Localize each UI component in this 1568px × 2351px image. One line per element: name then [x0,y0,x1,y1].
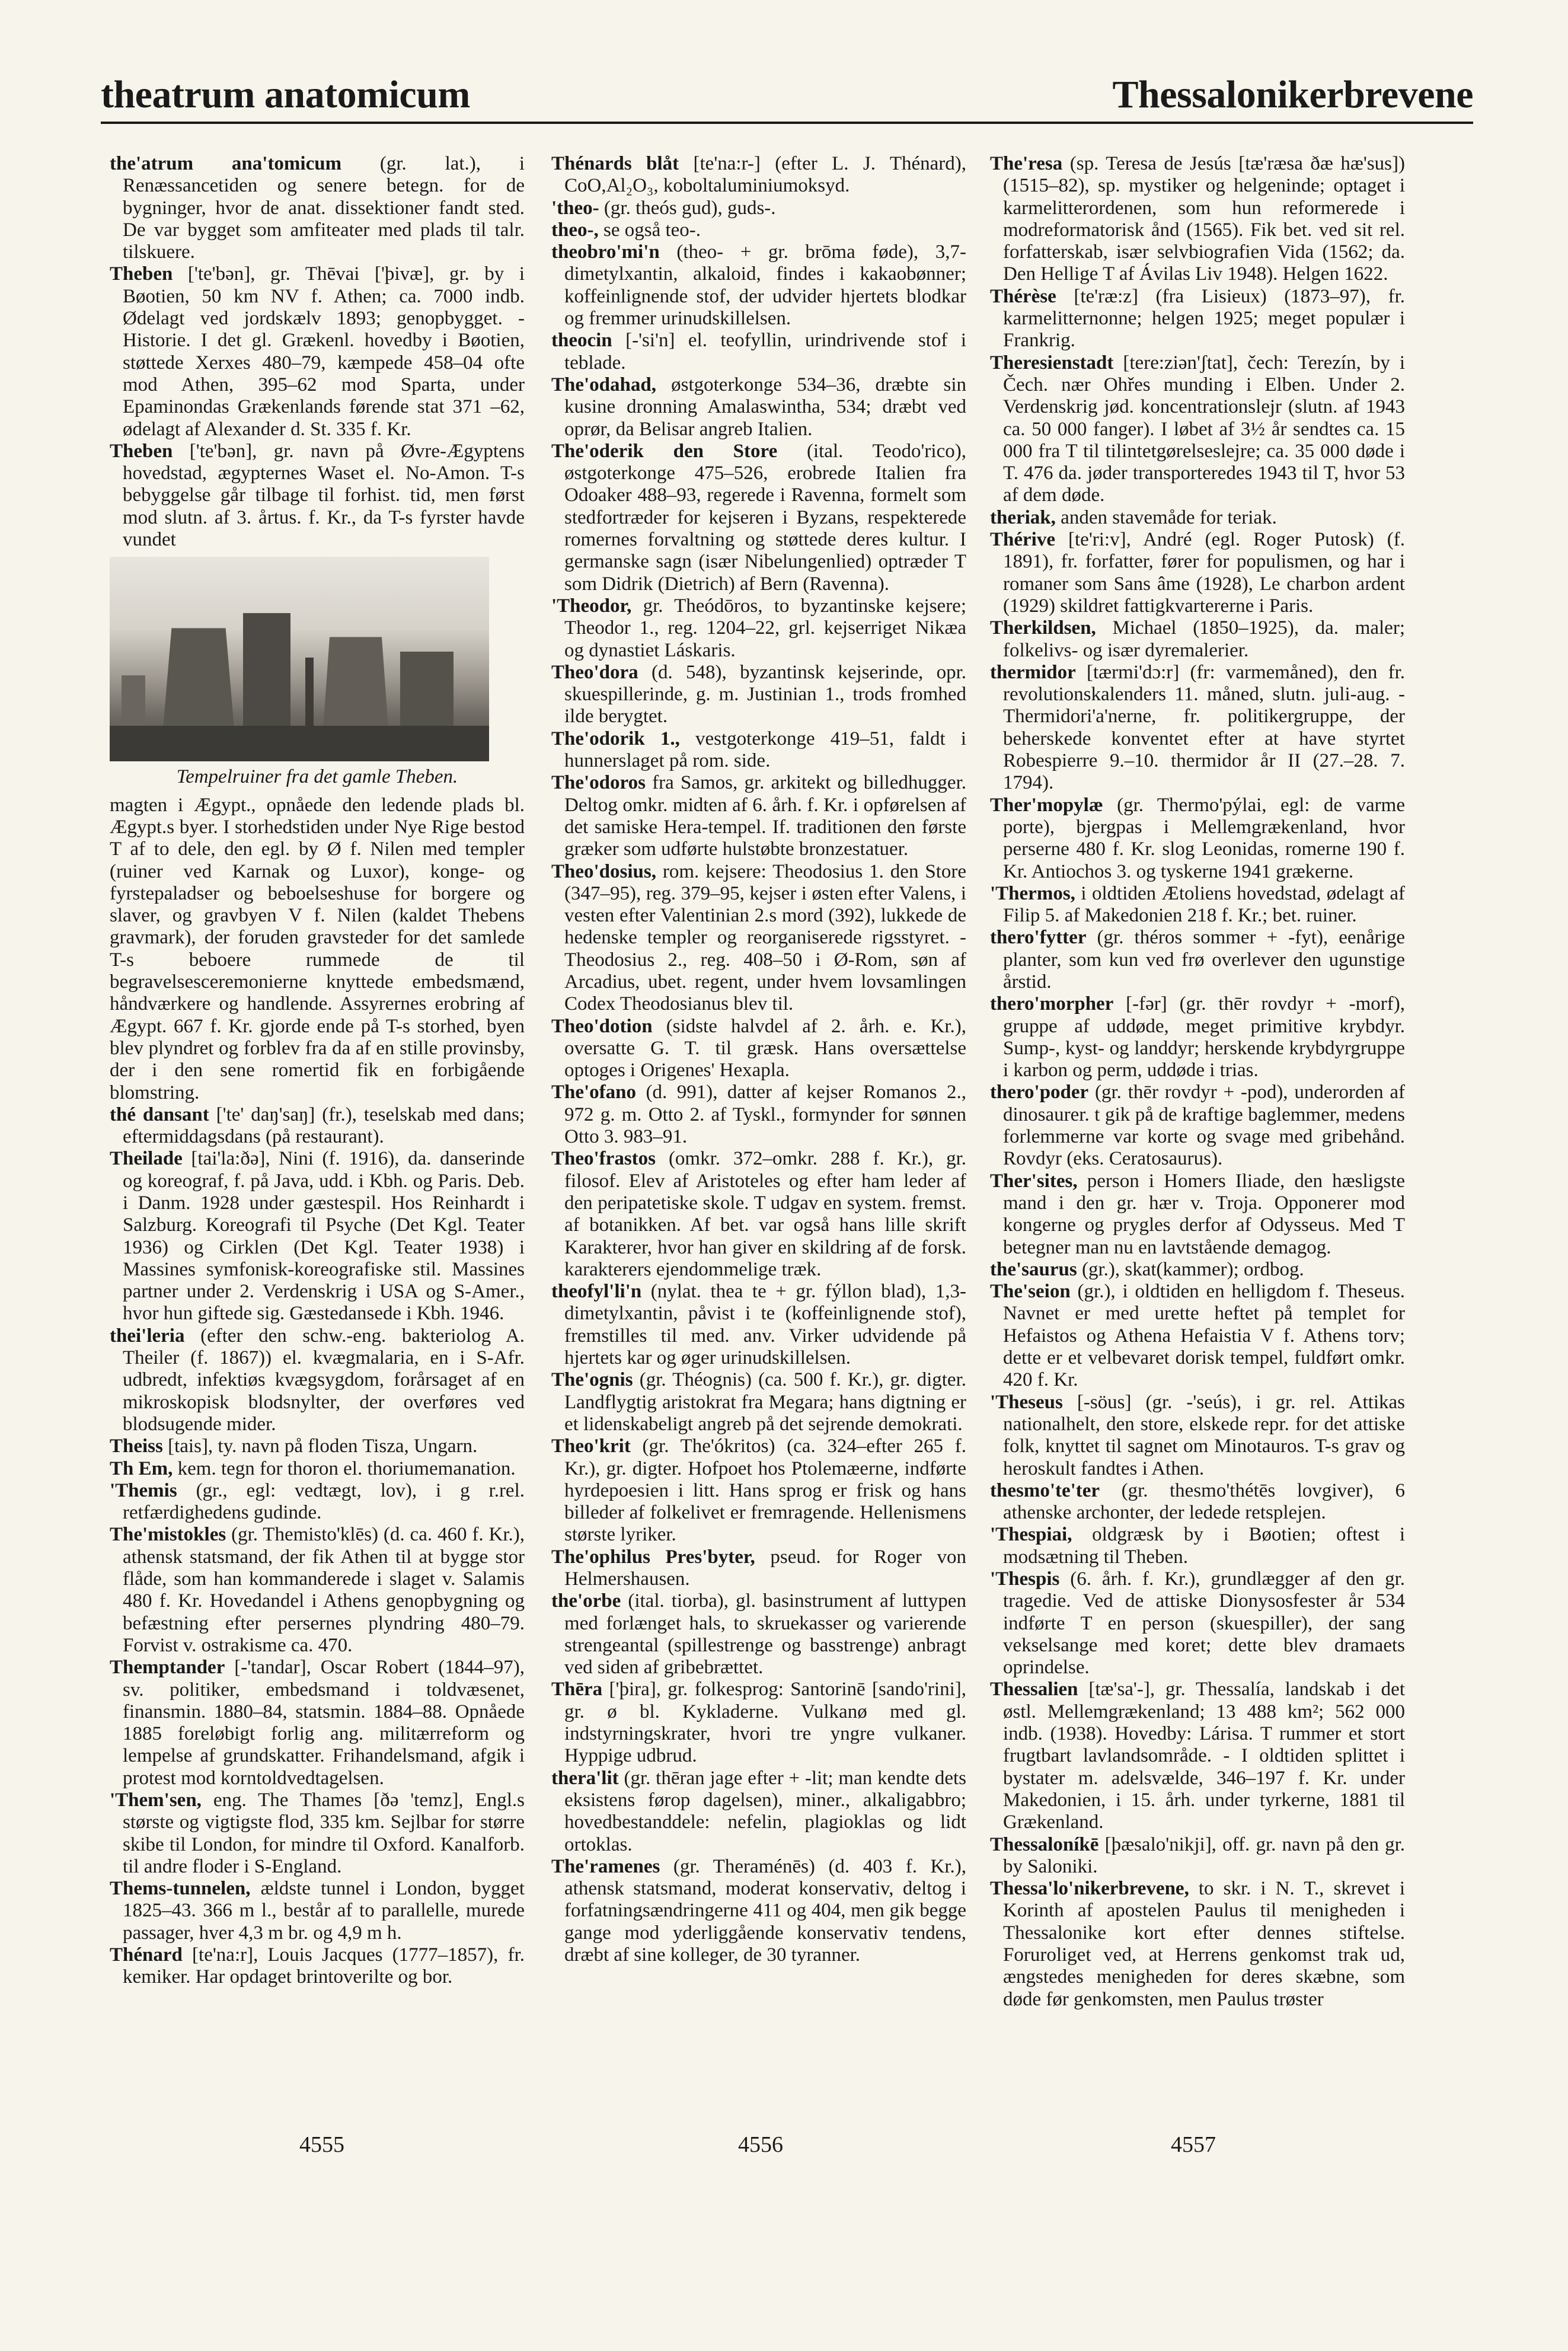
dictionary-entry [110,1524,525,1657]
entry-text: (nylat. thea te + gr. fýllon blad), 1,3-dimetylxantin, påvist i te (koffeinlignende stof), fremstilles til med. anv. Virker udvidende på hjertets kar og øger urinudskillelsen. [564,1281,966,1369]
entry-headword: The'ognis [551,1369,633,1391]
entry-text: pseud. for Roger von Helmershausen. [564,1546,966,1590]
dictionary-entry [990,286,1405,352]
dictionary-entry [551,330,966,374]
entry-headword: theofyl'li'n [551,1281,642,1303]
entry-text: ['te'bən], gr. navn på Øvre-Ægyptens hovedstad, ægypternes Waset el. No-Amon. T-s bebyggelse går tilbage til forhist. tid, men først mod slutn. af 3. årtus. f. Kr., da T-s fyrster havde vundet [123,440,525,551]
dictionary-entry [110,1878,525,1944]
entry-headword: 'Theseus [990,1391,1063,1413]
dictionary-entry [551,1281,966,1369]
entry-headword: Thérive [990,529,1055,551]
entry-text: (omkr. 372–omkr. 288 f. Kr.), gr. filosof. Elev af Aristoteles og efter ham leder af den peripatetiske skole. T udgav en system. fremst. af botanikken. Af bet. var også hans lille skrift Karakterer, hvor han giver en skildring af de forsk. karakterers ejendommelige træk. [564,1148,966,1280]
entry-headword: Theilade [110,1148,183,1170]
entry-text: (gr. Themisto'klēs) (d. ca. 460 f. Kr.), athensk statsmand, der fik Athen til at bygge stor flåde, som han kommanderede i slaget v. Salamis 480 f. Kr. Hovedandel i Athens genopbygning og befæstning efter persernes plyndring 480–79. Forvist v. ostrakisme ca. 470. [123,1524,525,1656]
entry-headword: thé dansant [110,1103,209,1125]
entry-text: (gr. Théognis) (ca. 500 f. Kr.), gr. digter. Landflygtig aristokrat fra Megara; hans digtning er et lidenskabeligt angreb på det sejrende demokrati. [564,1369,966,1435]
entry-text: (gr. théros sommer + -fyt), eenårige planter, som kun ved frø overlever den ugunstige årstid. [1003,927,1405,993]
entry-text: kem. tegn for thoron el. thoriumemanation. [173,1457,516,1479]
page-number-left: 4555 [299,2132,344,2157]
entry-headword: Th Em, [110,1457,173,1479]
dictionary-entry [990,883,1405,927]
entry-text: [-fər] (gr. thēr rovdyr + -morf), gruppe af uddøde, meget primitive krybdyr. Sump-, kyst- og landdyr; herskende krybdyrgruppe i karbon og perm, uddøde i trias. [1003,993,1405,1082]
entry-headword: thero'fytter [990,927,1087,949]
entry-text: (sidste halvdel af 2. årh. e. Kr.), oversatte G. T. til græsk. Hans oversættelse optoges i Origenes' Hexapla. [564,1015,966,1082]
entry-text: eng. The Thames [ðə 'temz], Engl.s største og vigtigste flod, 335 km. Sejlbar for større skibe til London, for mindre til Oxford. Kanalforb. til andre floder i S-England. [123,1789,525,1877]
entry-headword: Theo'dosius, [551,860,656,882]
entry-text: [-'si'n] el. teofyllin, urindrivende stof i teblade. [564,330,966,374]
dictionary-entry [551,595,966,662]
entry-text: se også teo-. [598,219,701,241]
dictionary-entry [990,1281,1405,1391]
entry-text: (gr. thēr rovdyr + -pod), underorden af dinosaurer. t gik på de kraftige baglemmer, medens forlemmerne var korte og svage med gribehånd. Rovdyr (eks. Ceratosaurus). [1003,1082,1405,1170]
entry-headword: Theo'krit [551,1436,631,1457]
dictionary-entry [110,1944,525,1989]
entry-text: (d. 991), datter af kejser Romanos 2., 972 g. m. Otto 2. af Tyskl., formynder for sønnen Otto 3. 983–91. [564,1082,966,1148]
entry-text: (gr. Theraménēs) (d. 403 f. Kr.), athensk statsmand, moderat konservativ, deltog i forfatningsændringerne 411 og 404, men gik begge gange mod yderliggående konservativ tendens, dræbt af sine kolleger, de 30 tyranner. [564,1855,966,1966]
dictionary-entry [551,1148,966,1281]
entry-text: i oldtiden Ætoliens hovedstad, ødelagt af Filip 5. af Makedonien 218 f. Kr.; bet. ruiner. [1003,882,1405,927]
dictionary-entry [551,197,966,219]
column-2-entries [551,153,966,1966]
dictionary-entry [990,153,1405,286]
entry-text: (gr., egl: vedtægt, lov), i g r.rel. retfærdighedens gudinde. [123,1479,525,1524]
entry-text: person i Homers Iliade, den hæsligste mand i den gr. hær v. Troja. Opponerer mod kongerne og prygles derfor af Odysseus. Med T betegner man nu en lavtstående demagog. [1003,1170,1405,1258]
dictionary-entry [551,241,966,330]
entry-text: (gr.), skat(kammer); ordbog. [1077,1258,1304,1280]
entry-text: [te'na:r], Louis Jacques (1777–1857), fr. kemiker. Har opdaget brintoverilte og bor. [123,1944,525,1988]
entry-text: gr. Theódōros, to byzantinske kejsere; Theodor 1., reg. 1204–22, grl. kejserriget Nikæa og dynastiet Láskaris. [564,595,966,661]
pylon-shape [243,613,290,729]
dictionary-entry [110,1325,525,1436]
entry-text: to skr. i N. T., skrevet i Korinth af apostelen Paulus til menigheden i Thessalonike kort efter dennes stiftelse. Foruroliget ved, at Herrens genkomst trak ud, ængstedes menigheden for deres skæbne, som døde før genkomsten, men Paulus trøster [1003,1878,1405,2010]
entry-text: oldgræsk by i Bøotien; oftest i modsætning til Theben. [1003,1524,1405,1568]
entry-headword: 'Theodor, [551,595,632,617]
entry-text: [-söus] (gr. -'seús), i gr. rel. Attikas nationalhelt, den store, elskede repr. for det attiske folk, knyttet til sagnet om Minotauros. T-s grav og heroskult fandtes i Athen. [1003,1391,1405,1479]
dictionary-entry [551,1369,966,1436]
entry-text: (gr. thēran jage efter + -lit; man kendte dets eksistens førop dagelsen), miner., alkaligabbro; hovedbestanddele: nefelin, plagioklas og lidt ortoklas. [564,1767,966,1855]
entry-text: [tærmi'dɔ:r] (fr: varmemåned), den fr. revolutionskalenders 11. måned, slutn. juli-aug. - Thermidori'a'nerne, fr. politikergruppe, der beherskede konventet efter at have styrtet Robespierre 9.–10. thermidor år II (27.–28. 7. 1794). [1003,661,1405,794]
entry-text: (gr. The'ókritos) (ca. 324–efter 265 f. Kr.), gr. digter. Hofpoet hos Ptolemæerne, indførte hyrdepoesien i litt. Hans sprog er frisk og hans billeder af folkelivet er fremragende. Hellenismens største lyriker. [564,1436,966,1546]
dictionary-entry [110,441,525,551]
entry-headword: Theo'dotion [551,1015,653,1037]
dictionary-entry [551,1590,966,1679]
entry-headword: Thessaloníkē [990,1833,1099,1855]
entry-text: magten i Ægypt., opnåede den ledende plads bl. Ægypt.s byer. I storhedstiden under Nye Rige bestod T af to dele, den egl. by Ø f. Nilen med templer (ruiner ved Karnak og Luxor), konge- og fyrstepaladser og beboelseshuse for borgere og slaver, og gravbyen V f. Nilen (kaldet Thebens gravmark), der foruden gravsteder for det samlede T-s beboere rummede de til begravelsesceremonierne knyttede embedsmænd, håndværkere og handlende. Assyrernes erobring af Ægypt. 667 f. Kr. gjorde ende på T-s storhed, byen blev plyndret og forblev fra da af en stille provinsby, der i den sene romertid fik en forbigående blomstring. [110,794,525,1103]
entry-headword: Thessalien [990,1679,1078,1701]
entry-headword: Thénard [110,1944,183,1966]
entry-text: (6. årh. f. Kr.), grundlægger af den gr. tragedie. Ved de attiske Dionysosfester år 534 indførte T en person (skuespiller), der sang vekselsange med koret; dette blev dramaets oprindelse. [1003,1568,1405,1679]
entry-headword: The'mistokles [110,1524,226,1546]
entry-headword: 'Thermos, [990,882,1075,904]
entry-text: østgoterkonge 534–36, dræbte sin kusine dronning Amalaswintha, 534; dræbt ved oprør, da Belisar angreb Italien. [564,374,966,440]
entry-headword: Theben [110,263,173,285]
entry-headword: Thēra [551,1679,603,1701]
entry-headword: thermidor [990,661,1076,683]
dictionary-entry [990,1170,1405,1259]
entry-headword: thesmo'te'ter [990,1479,1100,1501]
dictionary-entry [990,1392,1405,1480]
dictionary-entry [110,1657,525,1789]
dictionary-entry [551,1082,966,1148]
entry-headword: 'Themis [110,1479,177,1501]
theben-temple-ruins-photo [110,557,489,761]
entry-text: [te'ræ:z] (fra Lisieux) (1873–97), fr. karmelitternonne; helgen 1925; meget populær i Frankrig. [1003,285,1405,352]
entry-text: (gr.), i oldtiden en helligdom f. Theseus. Navnet er med urette heftet på templet for Hefaistos og Athena Hefaistia V f. Athens torv; dette er et velbevaret dorisk tempel, fuldført omkr. 420 f. Kr. [1003,1281,1405,1391]
dictionary-entry [551,1768,966,1856]
header-last-entry: Thessalonikerbrevene [1112,73,1473,116]
entry-text: ['te' daŋ'saŋ] (fr.), teselskab med dans; eftermiddagsdans (på restaurant). [123,1103,525,1148]
entry-headword: theobro'mi'n [551,241,660,263]
figure-caption: Tempelruiner fra det gamle Theben. [176,766,458,788]
dictionary-entry [110,1458,525,1480]
dictionary-entry [990,1259,1405,1281]
entry-headword: The'odoros [551,772,646,794]
entry-text: [tæ'sa'-], gr. Thessalía, landskab i det østl. Mellemgrækenland; 13 488 km²; 562 000 indb. (1938). Hovedby: Lárisa. T rummer et stort frugtbart lavlandsområde. - I oldtiden splittet i bystater m. adelsvælde, 346–197 f. Kr. under Makedonien, i 15. årh. under tyrkerne, 1881 til Grækenland. [1003,1679,1405,1833]
entry-text: rom. kejsere: Theodosius 1. den Store (347–95), reg. 379–95, kejser i østen efter Valens, i vesten efter Valentinian 2.s mord (392), lukkede de hedenske templer og reorganiserede rigsstyret. - Theodosius 2., reg. 408–50 i Ø-Rom, søn af Arcadius, ubet. regent, under hvem lovsamlingen Codex Theodosianus blev til. [564,860,966,1015]
entry-headword: The'ofano [551,1082,637,1103]
column-1-entries-top [110,153,525,551]
column-1-entries-bottom [110,795,525,1989]
entry-headword: Theo'frastos [551,1148,656,1170]
entry-headword: the'orbe [551,1590,621,1612]
entry-text: Michael (1850–1925), da. maler; folkelivs- og især dyremalerier. [1003,617,1405,661]
entry-headword: thero'morpher [990,993,1114,1015]
entry-headword: theocin [551,330,612,352]
entry-headword: The'odorik 1., [551,728,680,749]
entry-text: anden stavemåde for teriak. [1055,506,1277,528]
entry-headword: 'theo- [551,197,599,219]
entry-headword: The'ramenes [551,1855,660,1877]
entry-headword: Therkildsen, [990,617,1096,639]
entry-headword: Thessa'lo'nikerbrevene, [990,1878,1189,1900]
entry-text: (theo- + gr. brōma føde), 3,7-dimetylxantin, alkaloid, findes i kakaobønner; koffeinlignende stof, der udvider hjertets blodkar og fremmer urinudskillelsen. [564,241,966,330]
entry-headword: Thems-tunnelen, [110,1878,251,1900]
entry-text: [þæsalo'nikji], off. gr. navn på den gr. by Saloniki. [1003,1833,1405,1877]
dictionary-entry [551,772,966,860]
column-3-entries [990,153,1405,2011]
entry-text: (gr. Thermo'pýlai, egl: de varme porte), bjergpas i Mellemgrækenland, hvor perserne 480 f. Kr. slog Leonidas, romerne 190 f. Kr. Antiochos 3. og tyskerne 1941 grækerne. [1003,794,1405,882]
header-first-entry: theatrum anatomicum [101,73,470,116]
dictionary-entry [110,1104,525,1149]
entry-text: (gr. theós gud), guds-. [599,197,776,219]
dictionary-entry [990,993,1405,1082]
dictionary-entry [551,374,966,441]
entry-headword: 'Them'sen, [110,1789,202,1811]
entry-headword: thero'poder [990,1082,1089,1103]
entry-headword: Theo'dora [551,661,638,683]
dictionary-entry [110,1436,525,1457]
dictionary-entry [551,1679,966,1767]
entry-headword: Thérèse [990,285,1056,307]
entry-headword: Ther'mopylæ [990,794,1103,816]
page-number-middle: 4556 [738,2132,783,2157]
dictionary-entry [551,662,966,728]
dictionary-entry [110,1480,525,1524]
entry-text: (ital. Teodo'rico), østgoterkonge 475–526, erobrede Italien fra Odoaker 488–93, regerede i Ravenna, formelt som stedfortræder for kejseren i Byzans, respekterede romernes forvaltning og støttede deres kultur. I germanske sagn (især Nibelungenlied) optræder T som Didrik (Dietrich) af Bern (Ravenna). [564,440,966,595]
entry-headword: Theiss [110,1436,163,1457]
dictionary-entry [551,1856,966,1966]
entry-text: (efter den schw.-eng. bakteriolog A. Theiler (f. 1867)) el. kvægmalaria, en i S-Afr. udbredt, infektiøs kvægsygdom, forårsaget af en mikroskopisk blodsnylter, der overføres ved blodsugende mider. [123,1325,525,1435]
dictionary-entry [110,1789,525,1878]
entry-text: [te'na:r-] (efter L. J. Thénard), CoO,Al₂O₃, koboltaluminiumoksyd. [564,153,966,197]
entry-text: (gr. lat.), i Renæssancetiden og senere betegn. for de bygninger, hvor de anat. dissektioner fandt sted. De var bygget som amfiteater med plads til talr. tilskuere. [123,153,525,263]
dictionary-entry [990,1679,1405,1833]
dictionary-entry [110,1148,525,1325]
entry-headword: theo-, [551,219,599,241]
dictionary-entry [990,529,1405,617]
dictionary-entry [990,1480,1405,1524]
dictionary-entry [551,861,966,1016]
entry-text: ældste tunnel i London, bygget 1825–43. 366 m l., består af to parallelle, murede passager, hver 4,3 m br. og 4,9 m h. [123,1878,525,1944]
column-shape [122,675,145,729]
entry-text: [-'tandar], Oscar Robert (1844–97), sv. politiker, embedsmand i toldvæsenet, finansmin. 1880–84, statsmin. 1884–88. Opnåede 1885 foreløbigt forlig ang. militærreform og lempelse af grundskatter. Frihandelsmand, afgik i protest mod korntoldvedtagelsen. [123,1657,525,1789]
column-3 [990,153,1405,2116]
dictionary-entry [990,1524,1405,1568]
entry-headword: The'seion [990,1281,1071,1303]
entry-headword: The'ophilus Pres'byter, [551,1546,755,1568]
page-number-right: 4557 [1171,2132,1216,2157]
column-shape [305,658,314,729]
entry-headword: Theresienstadt [990,352,1114,374]
entry-headword: theriak, [990,506,1056,528]
dictionary-entry [551,219,966,241]
entry-headword: the'saurus [990,1258,1077,1280]
entry-headword: The'odahad, [551,374,656,395]
pylon-shape [323,637,388,729]
entry-text: [tai'la:ðə], Nini (f. 1916), da. danserinde og koreograf, f. på Java, udd. i Kbh. og Paris. Deb. i Danm. 1928 under gæstespil. Hos Reinhardt i Salzburg. Koreografi til Psyche (Det Kgl. Teater 1936) og Cirklen (Det Kgl. Teater 1938) i Massines symfonisk-koreografiske stil. Massines partner under 2. Verdenskrig i USA og S-Amer., hvor hun giftede sig. Gæstedansede i Kbh. 1946. [123,1148,525,1325]
dictionary-entry [551,728,966,773]
entry-text: (ital. tiorba), gl. basinstrument af luttypen med forlænget hals, to skruekasser og varierende strengeantal (spillestrenge og basstrenge) anbragt ved siden af gribebrættet. [564,1590,966,1679]
dictionary-entry [990,795,1405,883]
entry-headword: Thénards blåt [551,153,679,174]
entry-text: ['te'bən], gr. Thēvai ['þivæ], gr. by i Bøotien, 50 km NV f. Athen; ca. 7000 indb. Ødelagt ved jordskælv 1893; genopbygget. - Historie. I det gl. Grækenl. hovedby i Bøotien, støttede Xerxes 480–79, kæmpede 458–04 ofte mod Athen, 395–62 mod Sparta, under Epaminondas Grækenlands førende stat 371 –62, ødelagt af Alexander d. St. 335 f. Kr. [123,263,525,440]
entry-headword: Ther'sites, [990,1170,1078,1192]
dictionary-entry [551,441,966,595]
entry-text: [tere:ziən'ʃtat], čech: Terezín, by i Čech. nær Ohřes munding i Elben. Under 2. Verdenskrig jød. koncentrationslejr (slutn. af 1943 ca. 50 000 fanger). I løbet af 3½ år sendtes ca. 15 000 fra T til tilintetgørelseslejre; ca. 35 000 døde i T. 476 da. jøder transporteredes 1943 til T, hvor 53 af dem døde. [1003,352,1405,506]
dictionary-entry [990,1568,1405,1679]
entry-text: (gr. thesmo'thétēs lovgiver), 6 athenske archonter, der ledede retsplejen. [1003,1479,1405,1524]
pylon-shape [163,628,234,729]
dictionary-entry [990,1878,1405,2011]
running-header [101,56,1473,124]
entry-text: [tais], ty. navn på floden Tisza, Ungarn. [162,1436,478,1457]
ground-shape [110,726,489,761]
entry-text: (sp. Teresa de Jesús [tæ'ræsa ðæ hæ'sus]) (1515–82), sp. mystiker og helgeninde; optaget i karmelitterordenen, som hun reformerede i modreformatorisk ånd (1565). Fik bet. ved sit rel. forfatterskab, især selvbiografien Vida (1562; da. Den Hellige T af Ávilas Liv 1948). Helgen 1622. [1003,153,1405,285]
entry-text: (d. 548), byzantinsk kejserinde, opr. skuespillerinde, g. m. Justinian 1., trods fromhed ilde berygtet. [564,661,966,728]
entry-headword: thera'lit [551,1767,619,1789]
entry-text: vestgoterkonge 419–51, faldt i hunnerslaget på rom. side. [564,728,966,772]
column-2 [551,153,966,2116]
entry-headword: 'Thespis [990,1568,1060,1590]
dictionary-entry [110,153,525,263]
column-1 [110,153,525,2116]
dictionary-entry [551,153,966,197]
entry-text: [te'ri:v], André (egl. Roger Putosk) (f. 1891), fr. forfatter, fører for populismen, og har i romaner som Sans âme (1928), Le charbon ardent (1929) skildret fattigkvartererne i Paris. [1003,529,1405,617]
dictionary-entry [990,617,1405,662]
dictionary-entry [990,507,1405,529]
dictionary-entry [990,1834,1405,1878]
dictionary-entry [110,795,525,1104]
dictionary-entry [110,263,525,440]
dictionary-entry [990,662,1405,795]
dictionary-entry [551,1436,966,1546]
dictionary-entry [551,1546,966,1591]
entry-headword: The'oderik den Store [551,440,778,462]
dictionary-entry [990,352,1405,507]
entry-headword: thei'leria [110,1325,185,1347]
entry-headword: The'resa [990,153,1063,174]
entry-headword: Theben [110,440,173,462]
entry-headword: Themptander [110,1657,225,1679]
entry-headword: 'Thespiai, [990,1524,1072,1546]
dictionary-entry [551,1016,966,1082]
entry-text: fra Samos, gr. arkitekt og billedhugger. Deltog omkr. midten af 6. årh. f. Kr. i opførelsen af det samiske Hera-tempel. If. traditionen den første græker som udførte hulstøbte bronzestatuer. [564,772,966,860]
entry-headword: the'atrum ana'tomicum [110,153,342,174]
dictionary-entry [990,1082,1405,1170]
dictionary-entry [990,927,1405,993]
entry-text: ['þira], gr. folkesprog: Santorinē [sando'rini], gr. ø bl. Kykladerne. Vulkanø med gl. indstyrningskrater, hvori tre yngre vulkaner. Hyppige udbrud. [564,1679,966,1767]
pylon-shape [400,652,454,729]
